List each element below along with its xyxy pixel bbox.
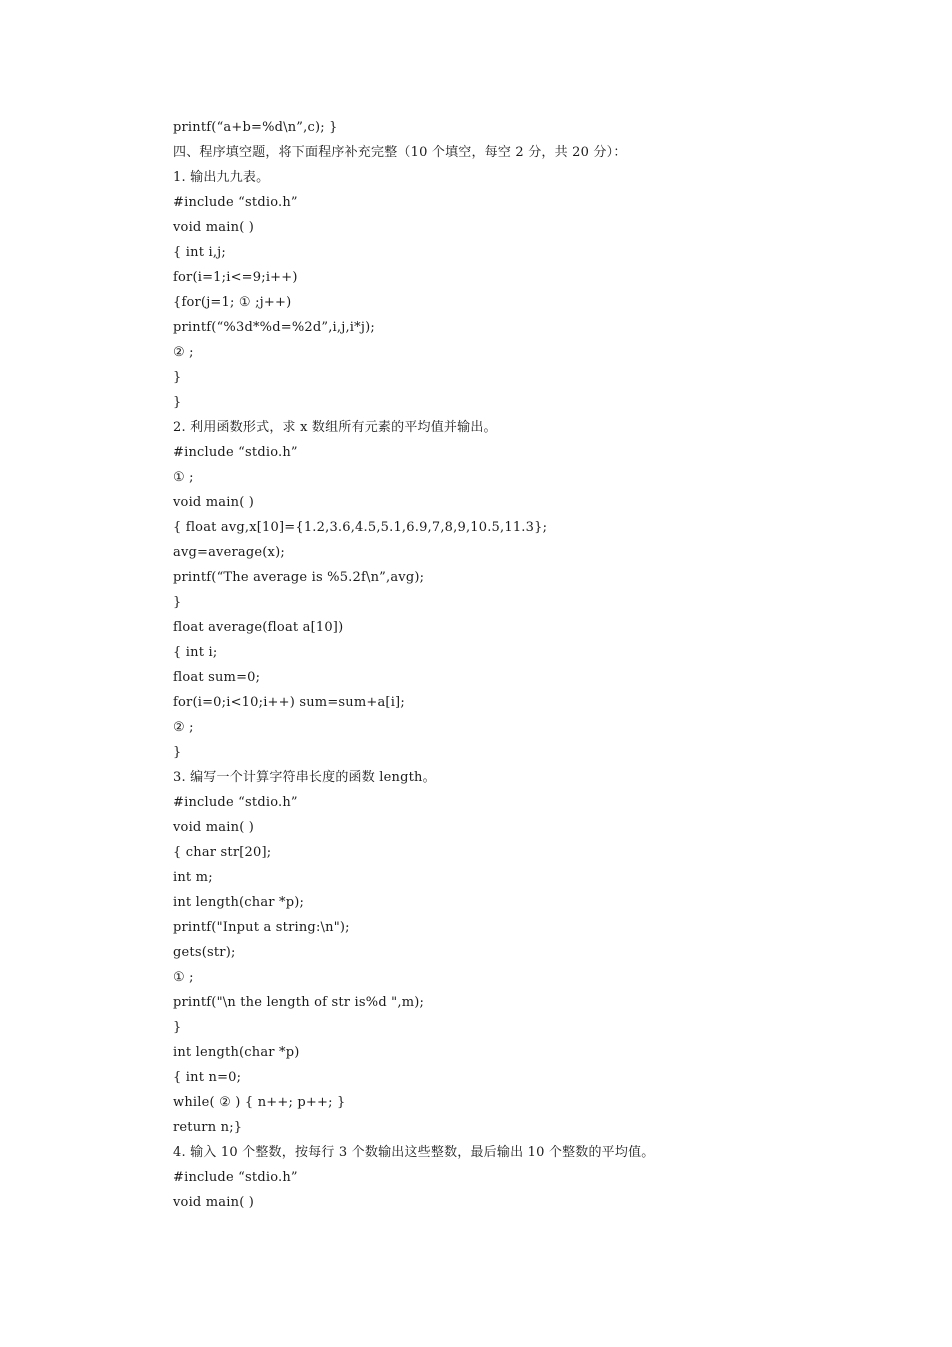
code-line: } [173,370,182,385]
code-line: for(i=0;i<10;i++) sum=sum+a[i]; [173,695,405,710]
code-line: float average(float a[10]) [173,620,344,635]
code-line: void main( ) [173,220,255,235]
code-line: ② ; [173,345,194,360]
code-line: ① ; [173,970,194,985]
code-line: printf(“The average is %5.2f\n”,avg); [173,570,425,585]
question-title: 2. 利用函数形式，求 x 数组所有元素的平均值并输出。 [173,420,497,435]
code-line: { char str[20]; [173,845,272,860]
code-line: while( ② ) { n++; p++; } [173,1095,346,1110]
code-line: #include “stdio.h” [173,1170,298,1185]
code-line: } [173,745,182,760]
code-line: } [173,1020,182,1035]
code-line: return n;} [173,1120,243,1135]
question-title: 3. 编写一个计算字符串长度的函数 length。 [173,770,436,785]
code-line: #include “stdio.h” [173,445,298,460]
code-line: #include “stdio.h” [173,795,298,810]
code-line: #include “stdio.h” [173,195,298,210]
section-heading: 四、程序填空题，将下面程序补充完整（10 个填空，每空 2 分，共 20 分）： [173,145,627,160]
code-line: { int i; [173,645,218,660]
question-title: 4. 输入 10 个整数，按每行 3 个数输出这些整数，最后输出 10 个整数的平均值。 [173,1145,655,1160]
code-line: printf("Input a string:\n"); [173,920,350,935]
code-line: int m; [173,870,213,885]
code-line: printf(“a+b=%d\n”,c); } [173,120,338,135]
code-line: ② ; [173,720,194,735]
code-line: {for(j=1; ① ;j++) [173,295,292,310]
document-body [173,115,913,1215]
code-line: void main( ) [173,820,255,835]
code-line: gets(str); [173,945,236,960]
code-line: void main( ) [173,495,255,510]
code-line: void main( ) [173,1195,255,1210]
question-title: 1. 输出九九表。 [173,170,270,185]
code-line: int length(char *p); [173,895,305,910]
code-line: printf("\n the length of str is%d ",m); [173,995,425,1010]
code-line: { int n=0; [173,1070,242,1085]
code-line: printf(“%3d*%d=%2d”,i,j,i*j); [173,320,375,335]
code-line: avg=average(x); [173,545,285,560]
code-line: } [173,395,182,410]
code-line: ① ; [173,470,194,485]
code-line: float sum=0; [173,670,261,685]
code-line: for(i=1;i<=9;i++) [173,270,298,285]
code-line: } [173,595,182,610]
code-line: { float avg,x[10]={1.2,3.6,4.5,5.1,6.9,7,8,9,10.5,11.3}; [173,520,548,535]
code-line: { int i,j; [173,245,226,260]
code-line: int length(char *p) [173,1045,300,1060]
